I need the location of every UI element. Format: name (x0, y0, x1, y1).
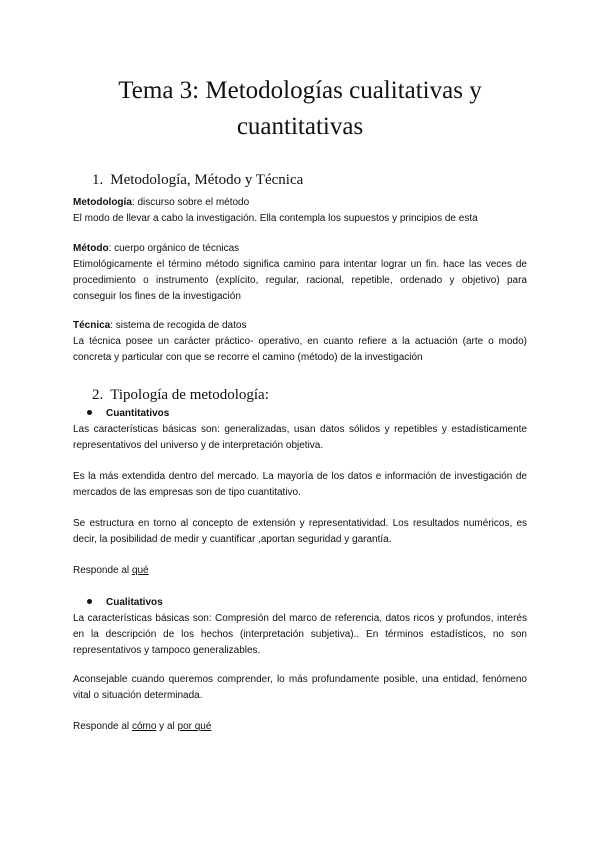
metodo-definition: Método: cuerpo orgánico de técnicas (73, 243, 240, 254)
metodologia-text: El modo de llevar a cabo la investigación. Ella contempla los supuestos y principios de esta (73, 213, 478, 224)
link-como[interactable]: cómo (131, 721, 157, 732)
cualitativos-p1: La características básicas son: Compresión del marco de referencia, datos ricos y profundos, interés en la descripción de los hechos (interpretación subjetiva).. En términos estadísticos, no son representativos y tampoco generalizables. (73, 613, 527, 656)
cualitativos-bullet: Cualitativos (73, 595, 527, 611)
cuantitativos-p2-block (73, 469, 527, 501)
section-2-number: 2. (92, 387, 104, 403)
cuantitativos-p1: Las características básicas son: generalizadas, usan datos sólidos y repetibles y estadísticamente representativos del universo y de interpretación objetiva. (73, 424, 527, 451)
cuantitativos-block (73, 406, 527, 454)
metodo-text: Etimológicamente el término método significa camino para intentar lograr un fin. hace las veces de procedimiento o instrumento (explícito, regular, racional, repetible, ordenado y objetivo) para conseguir los fines de la investigación (73, 259, 527, 302)
bullet-icon (87, 599, 92, 604)
section-1-title: Metodología, Método y Técnica (110, 172, 304, 188)
cualitativos-p2: Aconsejable cuando queremos comprender, lo más profundamente posible, una entidad, fenómeno vital o situación determinada. (73, 674, 527, 701)
link-por-que[interactable]: por qué (177, 721, 212, 732)
tecnica-text: La técnica posee un carácter práctico- operativo, en cuanto refiere a la actuación (arte o modo) concreta y particular con que se recorre el camino (método) de la investigación (73, 336, 527, 363)
section-1 (73, 172, 527, 189)
tecnica-definition: Técnica: sistema de recogida de datos (73, 320, 247, 331)
cuantitativos-p3: Se estructura en torno al concepto de extensión y representatividad. Los resultados numéricos, es decir, la posibilidad de medir y cuantificar ,aportan seguridad y garantía. (73, 518, 527, 545)
page-title: Tema 3: Metodologías cualitativas y cuantitativas (118, 77, 482, 140)
cualitativos-responde: Responde al cómo y al por qué (73, 721, 212, 732)
cuantitativos-p2: Es la más extendida dentro del mercado. La mayoría de los datos e información de investigación de mercados de las empresas son de tipo cuantitativo. (73, 471, 527, 498)
cualitativos-block (73, 595, 527, 659)
metodologia-block (73, 195, 527, 227)
cuantitativos-responde: Responde al qué (73, 565, 149, 576)
tecnica-block (73, 318, 527, 366)
section-1-number: 1. (92, 172, 104, 188)
cualitativos-p2-block (73, 672, 527, 704)
metodologia-definition: Metodología: discurso sobre el método (73, 197, 250, 208)
section-2 (73, 387, 527, 404)
section-2-title: Tipología de metodología: (110, 387, 269, 403)
cuantitativos-bullet: Cuantitativos (73, 406, 527, 422)
link-que[interactable]: qué (131, 565, 149, 576)
metodo-block (73, 241, 527, 305)
section-2-heading (73, 387, 527, 404)
cuantitativos-p3-block (73, 516, 527, 548)
section-1-heading (73, 172, 527, 189)
bullet-icon (87, 410, 92, 415)
